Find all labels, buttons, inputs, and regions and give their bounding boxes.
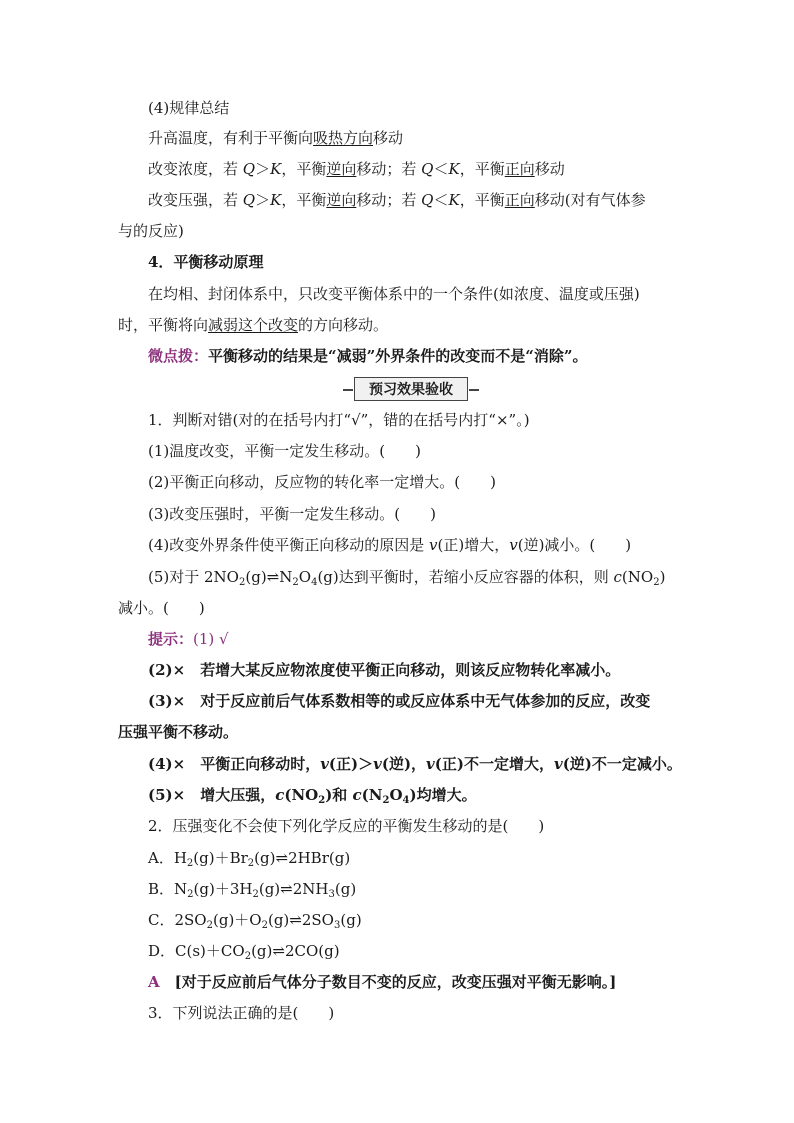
rule-pressure: 改变压强，若 Q＞K，平衡逆向移动；若 Q＜K，平衡正向移动(对有气体参 — [148, 191, 646, 209]
q1-stem: 1．判断对错(对的在括号内打“√”，错的在括号内打“×”。) — [148, 411, 530, 429]
q2-option-d: D．$C(s)+CO_2(g)\rightleftharpoons 2CO(g)$ — [148, 942, 340, 962]
q1-item-1: (1)温度改变，平衡一定发生移动。( ) — [148, 442, 421, 460]
summary-heading: (4)规律总结 — [148, 99, 230, 117]
hint-3: (3)× 对于反应前后气体系数相等的或反应体系中无气体参加的反应，改变 — [148, 692, 651, 710]
section-4-heading: 4．平衡移动原理 — [148, 253, 264, 271]
hint-4: (4)× 平衡正向移动时，v(正)＞v(逆)，v(正)不一定增大，v(逆)不一定减小。 — [148, 755, 682, 773]
rule-temperature: 升高温度，有利于平衡向吸热方向移动 — [148, 129, 404, 147]
rule-concentration: 改变浓度，若 Q＞K，平衡逆向移动；若 Q＜K，平衡正向移动 — [148, 160, 565, 178]
micro-tip: 微点拨：平衡移动的结果是“减弱”外界条件的改变而不是“消除”。 — [148, 347, 588, 365]
q2-option-a: A．$H_2(g)+Br_2(g)\rightleftharpoons 2HBr(g)$ — [148, 849, 351, 869]
q2-option-c: C．$2SO_2(g)+O_2(g)\rightleftharpoons 2SO_3(g)$ — [148, 911, 362, 931]
hint-2: (2)× 若增大某反应物浓度使平衡正向移动，则该反应物转化率减小。 — [148, 661, 621, 679]
q3-stem: 3．下列说法正确的是( ) — [148, 1004, 335, 1022]
hint-1: 提示：(1) √ — [148, 630, 229, 648]
q2-option-b: B．$N_2(g)+3H_2(g)\rightleftharpoons 2NH_3(g)$ — [148, 880, 357, 900]
q2-answer: A [对于反应前后气体分子数目不变的反应，改变压强对平衡无影响。] — [148, 973, 617, 991]
hint-5: (5)× 增大压强，$c(NO_2)$和 $c(N_2O_4)$均增大。 — [148, 786, 477, 806]
q1-item-5: (5)对于 $2NO_2(g)\rightleftharpoons N_2O_4(g)$达到平衡时，若缩小反应容器的体积，则 $c(NO_2)$ — [148, 568, 666, 588]
q2-stem: 2．压强变化不会使下列化学反应的平衡发生移动的是( ) — [148, 817, 545, 835]
principle-text: 在均相、封闭体系中，只改变平衡体系中的一个条件(如浓度、温度或压强) — [148, 285, 640, 303]
q1-item-2: (2)平衡正向移动，反应物的转化率一定增大。( ) — [148, 473, 496, 491]
q1-item-3: (3)改变压强时，平衡一定发生移动。( ) — [148, 505, 436, 523]
hint-3-cont: 压强平衡不移动。 — [118, 723, 239, 741]
section-badge: 预习效果验收 — [343, 378, 479, 400]
q1-item-5-cont: 减小。( ) — [118, 599, 205, 617]
q1-item-4: (4)改变外界条件使平衡正向移动的原因是 v(正)增大，v(逆)减小。( ) — [148, 536, 632, 554]
rule-pressure-cont: 与的反应) — [118, 222, 184, 240]
principle-text-cont: 时，平衡将向减弱这个改变的方向移动。 — [118, 316, 389, 334]
